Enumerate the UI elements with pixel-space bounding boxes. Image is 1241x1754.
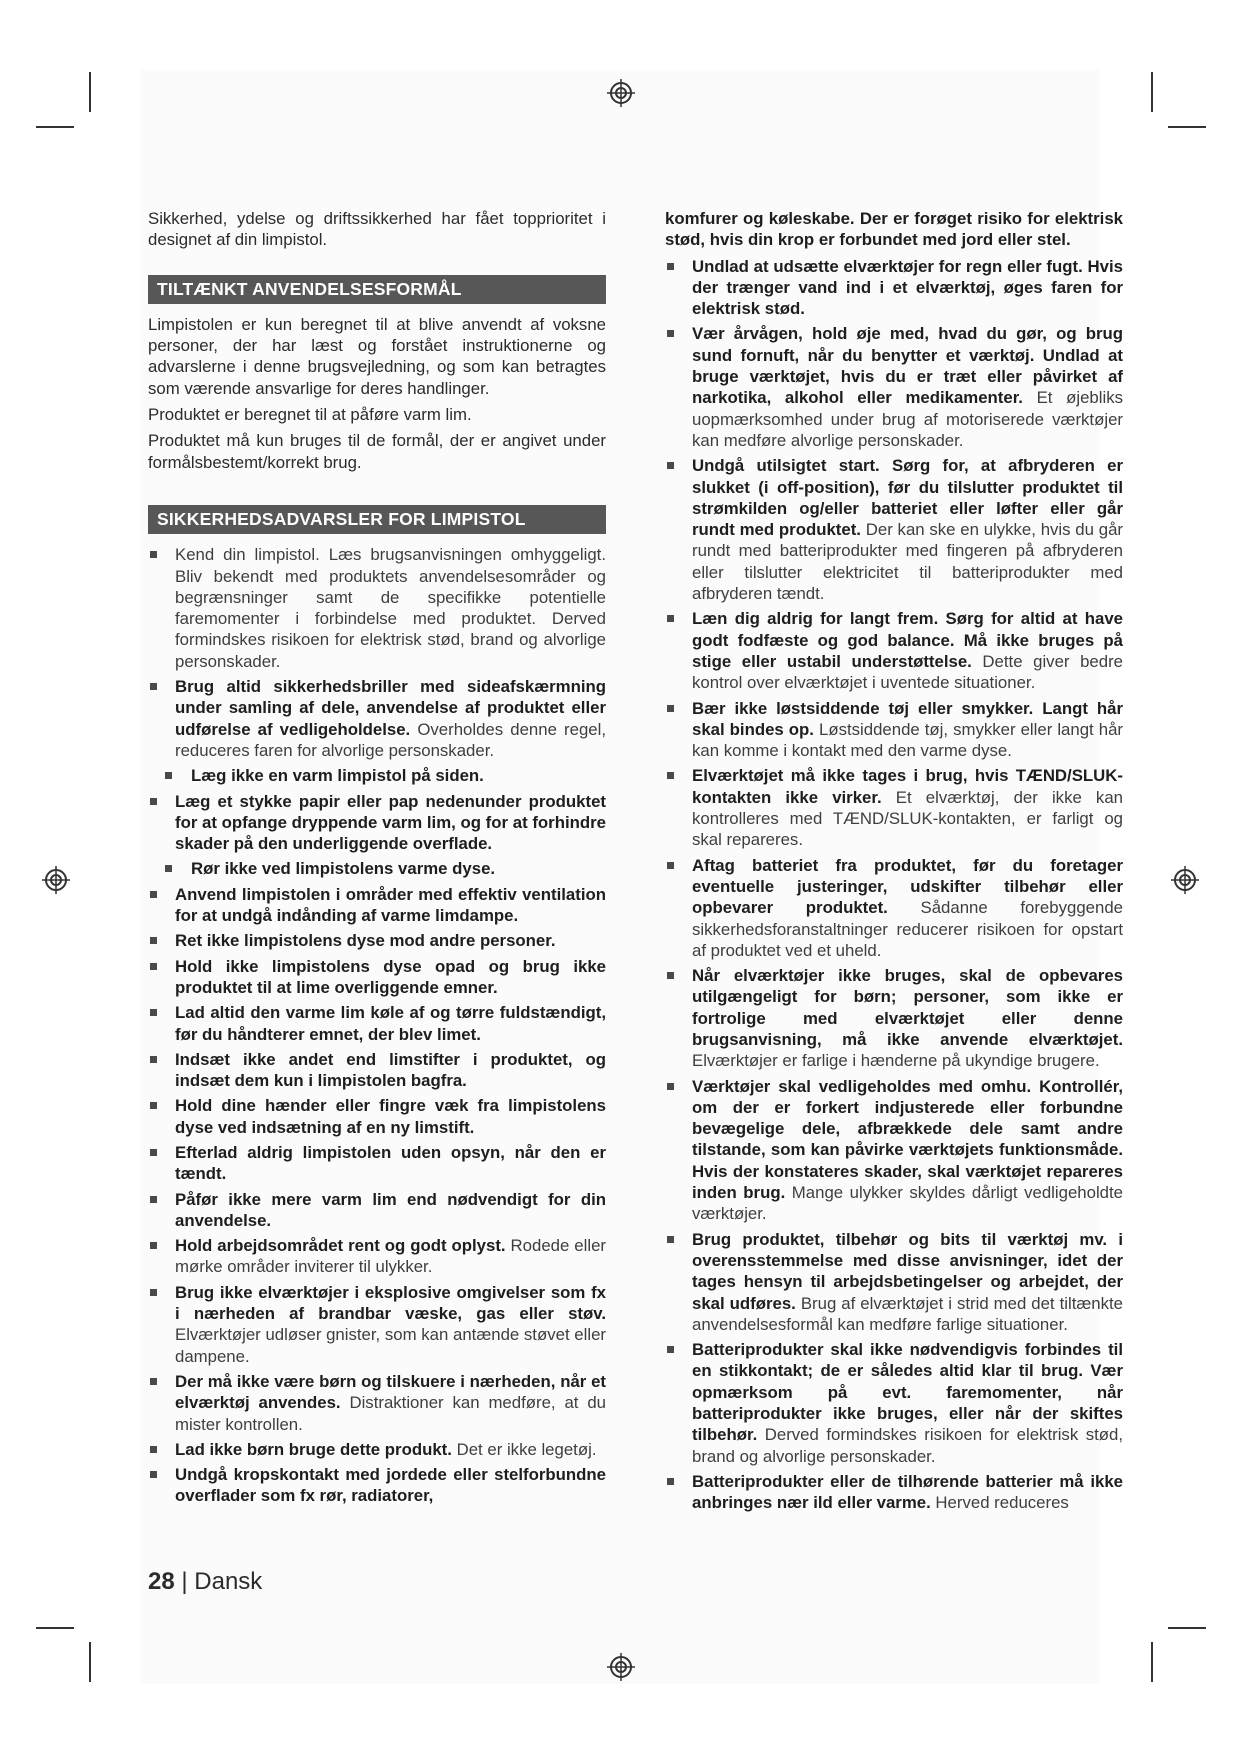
crop-mark xyxy=(36,1627,74,1629)
crop-mark xyxy=(89,72,91,112)
list-item: Lad ikke børn bruge dette produkt. Det er ikke legetøj. xyxy=(148,1439,606,1460)
list-item: Brug altid sikkerhedsbriller med sideafskærmning under samling af dele, anvendelse af produktet eller udførelse af vedligeholdelse. Overholdes denne regel, reduceres faren for alvorlige personskader. xyxy=(148,676,606,761)
list-item: Efterlad aldrig limpistolen uden opsyn, når den er tændt. xyxy=(148,1142,606,1185)
list-item: Brug ikke elværktøjer i eksplosive omgivelser som fx i nærheden af brandbar væske, gas eller støv. Elværktøjer udløser gnister, som kan antænde støvet eller dampene. xyxy=(148,1282,606,1367)
crop-mark xyxy=(1168,1627,1206,1629)
list-item: Hold dine hænder eller fingre væk fra limpistolens dyse ved indsætning af en ny limstift. xyxy=(148,1095,606,1138)
list-item: Læg ikke en varm limpistol på siden. xyxy=(148,765,606,786)
left-column xyxy=(148,208,606,1511)
list-item: Undgå kropskontakt med jordede eller stelforbundne overflader som fx rør, radiatorer, xyxy=(148,1464,606,1507)
footer-language: Dansk xyxy=(194,1568,263,1595)
crop-mark xyxy=(36,126,74,128)
list-item: Undlad at udsætte elværktøjer for regn eller fugt. Hvis der trænger vand ind i et elværktøj, øges faren for elektrisk stød. xyxy=(665,256,1123,320)
list-item: Indsæt ikke andet end limstifter i produktet, og indsæt dem kun i limpistolen bagfra. xyxy=(148,1049,606,1092)
list-item: Brug produktet, tilbehør og bits til værktøj mv. i overensstemmelse med disse anvisninger, idet der tages hensyn til arbejdsbetingelser og arbejdet, der skal udføres. Brug af elværktøjet i strid med det tiltænkte anvendelsesformål kan medføre farlige situationer. xyxy=(665,1229,1123,1335)
paragraph: Limpistolen er kun beregnet til at blive anvendt af voksne personer, der har læst og forstået instruktionerne og advarslerne i denne brugsvejledning, og som kan betragtes som værende ansvarlige for deres handlinger. xyxy=(148,314,606,398)
registration-mark-icon xyxy=(1170,865,1200,895)
list-item: Kend din limpistol. Læs brugsanvisningen omhyggeligt. Bliv bekendt med produktets anvendelsesområder og begrænsninger samt de specifikke potentielle faremomenter i forbindelse med produktet. Derved formindskes risikoen for elektrisk stød, brand og alvorlige personskader. xyxy=(148,544,606,672)
list-item: Elværktøjet må ikke tages i brug, hvis TÆND/SLUK-kontakten ikke virker. Et elværktøj, der ikke kan kontrolleres med TÆND/SLUK-kontakten, er farligt og skal repareres. xyxy=(665,765,1123,850)
warning-list xyxy=(148,544,606,1506)
list-item: Aftag batteriet fra produktet, før du foretager eventuelle justeringer, udskifter tilbehør eller opbevarer produktet. Sådanne forebyggende sikkerhedsforanstaltninger reducerer risikoen for opstart af produktet ved et uheld. xyxy=(665,855,1123,961)
list-item: Bær ikke løstsiddende tøj eller smykker. Langt hår skal bindes op. Løstsiddende tøj, smykker eller langt hår kan komme i kontakt med den varme dyse. xyxy=(665,698,1123,762)
right-column xyxy=(665,208,1123,1518)
list-item: Vær årvågen, hold øje med, hvad du gør, og brug sund fornuft, når du benytter et værktøj. Undlad at bruge værktøjet, hvis du er træt eller påvirket af narkotika, alkohol eller medikamenter. Et øjebliks uopmærksomhed under brug af motoriserede værktøjer kan medføre alvorlige personskader. xyxy=(665,323,1123,451)
list-item: Værktøjer skal vedligeholdes med omhu. Kontrollér, om der er forkert indjusterede eller forbundne bevægelige dele, afbrækkede dele samt andre tilstande, som kan påvirke værktøjets funktionsmåde. Hvis der konstateres skader, skal værktøjet repareres inden brug. Mange ulykker skyldes dårligt vedligeholdte værktøjer. xyxy=(665,1076,1123,1225)
intro-paragraph: Sikkerhed, ydelse og driftssikkerhed har fået topprioritet i designet af din limpistol. xyxy=(148,209,606,250)
footer-separator: | xyxy=(181,1568,188,1595)
page-footer xyxy=(148,1568,262,1596)
list-item: Påfør ikke mere varm lim end nødvendigt for din anvendelse. xyxy=(148,1189,606,1232)
list-item: Hold arbejdsområdet rent og godt oplyst. Rodede eller mørke områder inviterer til ulykker. xyxy=(148,1235,606,1278)
crop-mark xyxy=(89,1642,91,1682)
warning-list xyxy=(665,256,1123,1514)
list-item: Læn dig aldrig for langt frem. Sørg for altid at have godt fodfæste og god balance. Må ikke bruges på stige eller ustabil understøttelse. Dette giver bedre kontrol over elværktøjet i uventede situationer. xyxy=(665,608,1123,693)
list-item: Der må ikke være børn og tilskuere i nærheden, når et elværktøj anvendes. Distraktioner kan medføre, at du mister kontrollen. xyxy=(148,1371,606,1435)
list-item: Undgå utilsigtet start. Sørg for, at afbryderen er slukket (i off-position), før du tilslutter produktet til strømkilden og/eller batteriet eller løfter eller går rundt med produktet. Der kan ske en ulykke, hvis du går rundt med batteriprodukter med fingeren på afbryderen eller tilslutter elektricitet til batteriprodukter med afbryderen tændt. xyxy=(665,455,1123,604)
list-item: Batteriprodukter skal ikke nødvendigvis forbindes til en stikkontakt; de er således altid klar til brug. Vær opmærksom på evt. faremomenter, når batteriprodukter ikke bruges, eller når der skiftes tilbehør. Derved formindskes risikoen for elektrisk stød, brand og alvorlige personskader. xyxy=(665,1339,1123,1467)
crop-mark xyxy=(1151,72,1153,112)
crop-mark xyxy=(1168,126,1206,128)
page-number: 28 xyxy=(148,1568,175,1595)
registration-mark-icon xyxy=(606,1652,636,1682)
list-item: Når elværktøjer ikke bruges, skal de opbevares utilgængeligt for børn; personer, som ikke er fortrolige med elværktøjet eller denne brugsanvisning, må ikke anvende elværktøjet. Elværktøjer er farlige i hænderne på ukyndige brugere. xyxy=(665,965,1123,1071)
crop-mark xyxy=(1151,1642,1153,1682)
list-item: Batteriprodukter eller de tilhørende batterier må ikke anbringes nær ild eller varme. Herved reduceres xyxy=(665,1471,1123,1514)
paragraph: Produktet er beregnet til at påføre varm lim. xyxy=(148,405,472,425)
section-heading-intended-use: TILTÆNKT ANVENDELSESFORMÅL xyxy=(148,275,606,304)
list-item: Hold ikke limpistolens dyse opad og brug ikke produktet til at lime overliggende emner. xyxy=(148,956,606,999)
list-item: Læg et stykke papir eller pap nedenunder produktet for at opfange dryppende varm lim, og for at forhindre skader på den underliggende overflade. xyxy=(148,791,606,855)
continued-item-text: komfurer og køleskabe. Der er forøget risiko for elektrisk stød, hvis din krop er forbundet med jord eller stel. xyxy=(665,209,1123,250)
list-item: Anvend limpistolen i områder med effektiv ventilation for at undgå indånding af varme limdampe. xyxy=(148,884,606,927)
list-item: Ret ikke limpistolens dyse mod andre personer. xyxy=(148,930,606,951)
registration-mark-icon xyxy=(606,78,636,108)
list-item: Lad altid den varme lim køle af og tørre fuldstændigt, før du håndterer emnet, der blev limet. xyxy=(148,1002,606,1045)
registration-mark-icon xyxy=(41,865,71,895)
paragraph: Produktet må kun bruges til de formål, der er angivet under formålsbestemt/korrekt brug. xyxy=(148,431,606,472)
section-heading-safety-warnings: SIKKERHEDSADVARSLER FOR LIMPISTOL xyxy=(148,505,606,534)
list-item: Rør ikke ved limpistolens varme dyse. xyxy=(148,858,606,879)
